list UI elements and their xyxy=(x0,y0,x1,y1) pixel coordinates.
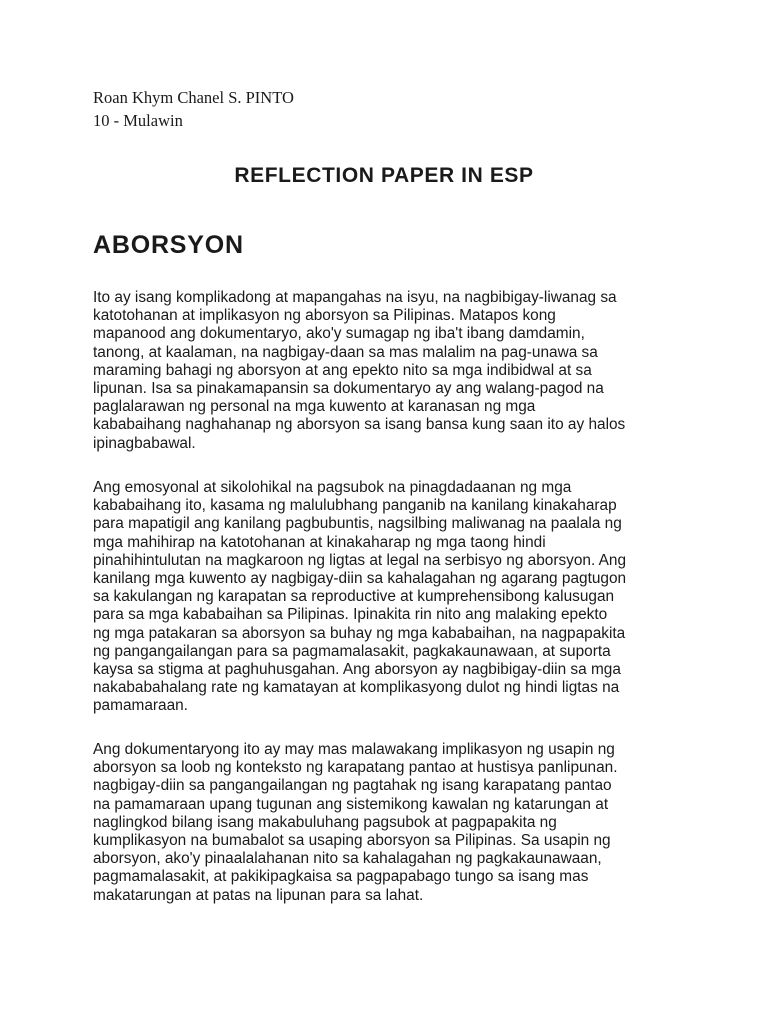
paragraph-line: lipunan. Isa sa pinakamapansin sa dokumentaryo ay ang walang-pagod na xyxy=(93,380,604,398)
paragraph-line: kanilang mga kuwento ay nagbigay-diin sa kahalagahan ng agarang pagtugon xyxy=(93,570,627,588)
paragraph-line: ng pangangailangan para sa pagmamalasakit, pagkakaunawaan, at suporta xyxy=(93,642,611,660)
paragraph-line: kaysa sa stigma at paghuhusgahan. Ang aborsyon ay nagbibigay-diin sa mga xyxy=(93,661,621,679)
paragraph-line: pinahihintulutan na magkaroon ng ligtas at legal na serbisyo ng aborsyon. Ang xyxy=(93,551,627,569)
paragraph-line: makatarungan at patas na lipunan para sa lahat. xyxy=(93,886,424,904)
paragraph-line: pagmamalasakit, at pakikipagkaisa sa pagpapabago tungo sa isang mas xyxy=(93,868,589,886)
paragraph-line: Ang emosyonal at sikolohikal na pagsubok na pinagdadaanan ng mga xyxy=(93,479,572,496)
paragraph-line: mapanood ang dokumentaryo, ako'y sumagap ng iba't ibang damdamin, xyxy=(93,325,585,343)
paragraph-line: Ang dokumentaryong ito ay may mas malawakang implikasyon ng usapin ng xyxy=(93,741,615,758)
paragraph-2 xyxy=(93,479,693,716)
paragraph-line: para mapatigil ang kanilang pagbubuntis, nagsilbing maliwanag na paalala ng xyxy=(93,515,622,533)
paragraph-line: Ito ay isang komplikadong at mapangahas na isyu, na nagbibigay-liwanag sa xyxy=(93,289,617,306)
paragraph-line: sa kakulangan ng karapatan sa reproductive at kumprehensibong kalusugan xyxy=(93,588,615,606)
paragraph-1 xyxy=(93,289,693,453)
paragraph-line: ng mga patakaran sa aborsyon sa buhay ng mga kababaihan, na nagpapakita xyxy=(93,624,626,642)
paragraph-line: aborsyon sa loob ng konteksto ng karapatang pantao at hustisya panlipunan. xyxy=(93,759,618,777)
paragraph-line: aborsyon, ako'y pinaalalahanan nito sa kahalagahan ng pagkakaunawaan, xyxy=(93,850,602,868)
paragraph-line: kababaihang ito, kasama ng malulubhang panganib na kanilang kinakaharap xyxy=(93,497,617,515)
author-block xyxy=(93,86,294,132)
section-heading: ABORSYON xyxy=(93,231,244,259)
paragraph-line: maraming bahagi ng aborsyon at ang epekto nito sa mga indibidwal at sa xyxy=(93,361,592,379)
class-section: 10 - Mulawin xyxy=(93,111,183,130)
paragraph-line: paglalarawan ng personal na mga kuwento at karanasan ng mga xyxy=(93,398,536,416)
paragraph-line: kumplikasyon na bumabalot sa usaping aborsyon sa Pilipinas. Sa usapin ng xyxy=(93,832,611,850)
paragraph-3 xyxy=(93,741,693,905)
author-name: Roan Khym Chanel S. PINTO xyxy=(93,88,294,107)
paragraph-line: katotohanan at implikasyon ng aborsyon sa Pilipinas. Matapos kong xyxy=(93,307,556,325)
paragraph-line: para sa mga kababaihan sa Pilipinas. Ipinakita rin nito ang malaking epekto xyxy=(93,606,608,624)
paragraph-line: nagbigay-diin sa pangangailangan ng pagtahak ng isang karapatang pantao xyxy=(93,777,612,795)
paragraph-line: naglingkod bilang isang makabuluhang pagsubok at pagpapakita ng xyxy=(93,813,557,831)
paragraph-line: kababaihang naghahanap ng aborsyon sa isang bansa kung saan ito ay halos xyxy=(93,416,626,434)
paragraph-line: pamamaraan. xyxy=(93,697,188,715)
document-title: REFLECTION PAPER IN ESP xyxy=(234,164,534,187)
paragraph-line: nakababahalang rate ng kamatayan at komplikasyong dulot ng hindi ligtas na xyxy=(93,679,620,697)
paragraph-line: na pamamaraan upang tugunan ang sistemikong kawalan ng katarungan at xyxy=(93,795,609,813)
paragraph-line: mga mahihirap na katotohanan at kinakaharap ng mga taong hindi xyxy=(93,533,546,551)
paragraph-line: tanong, at kaalaman, na nagbigay-daan sa mas malalim na pag-unawa sa xyxy=(93,343,598,361)
paragraph-line: ipinagbabawal. xyxy=(93,434,196,452)
